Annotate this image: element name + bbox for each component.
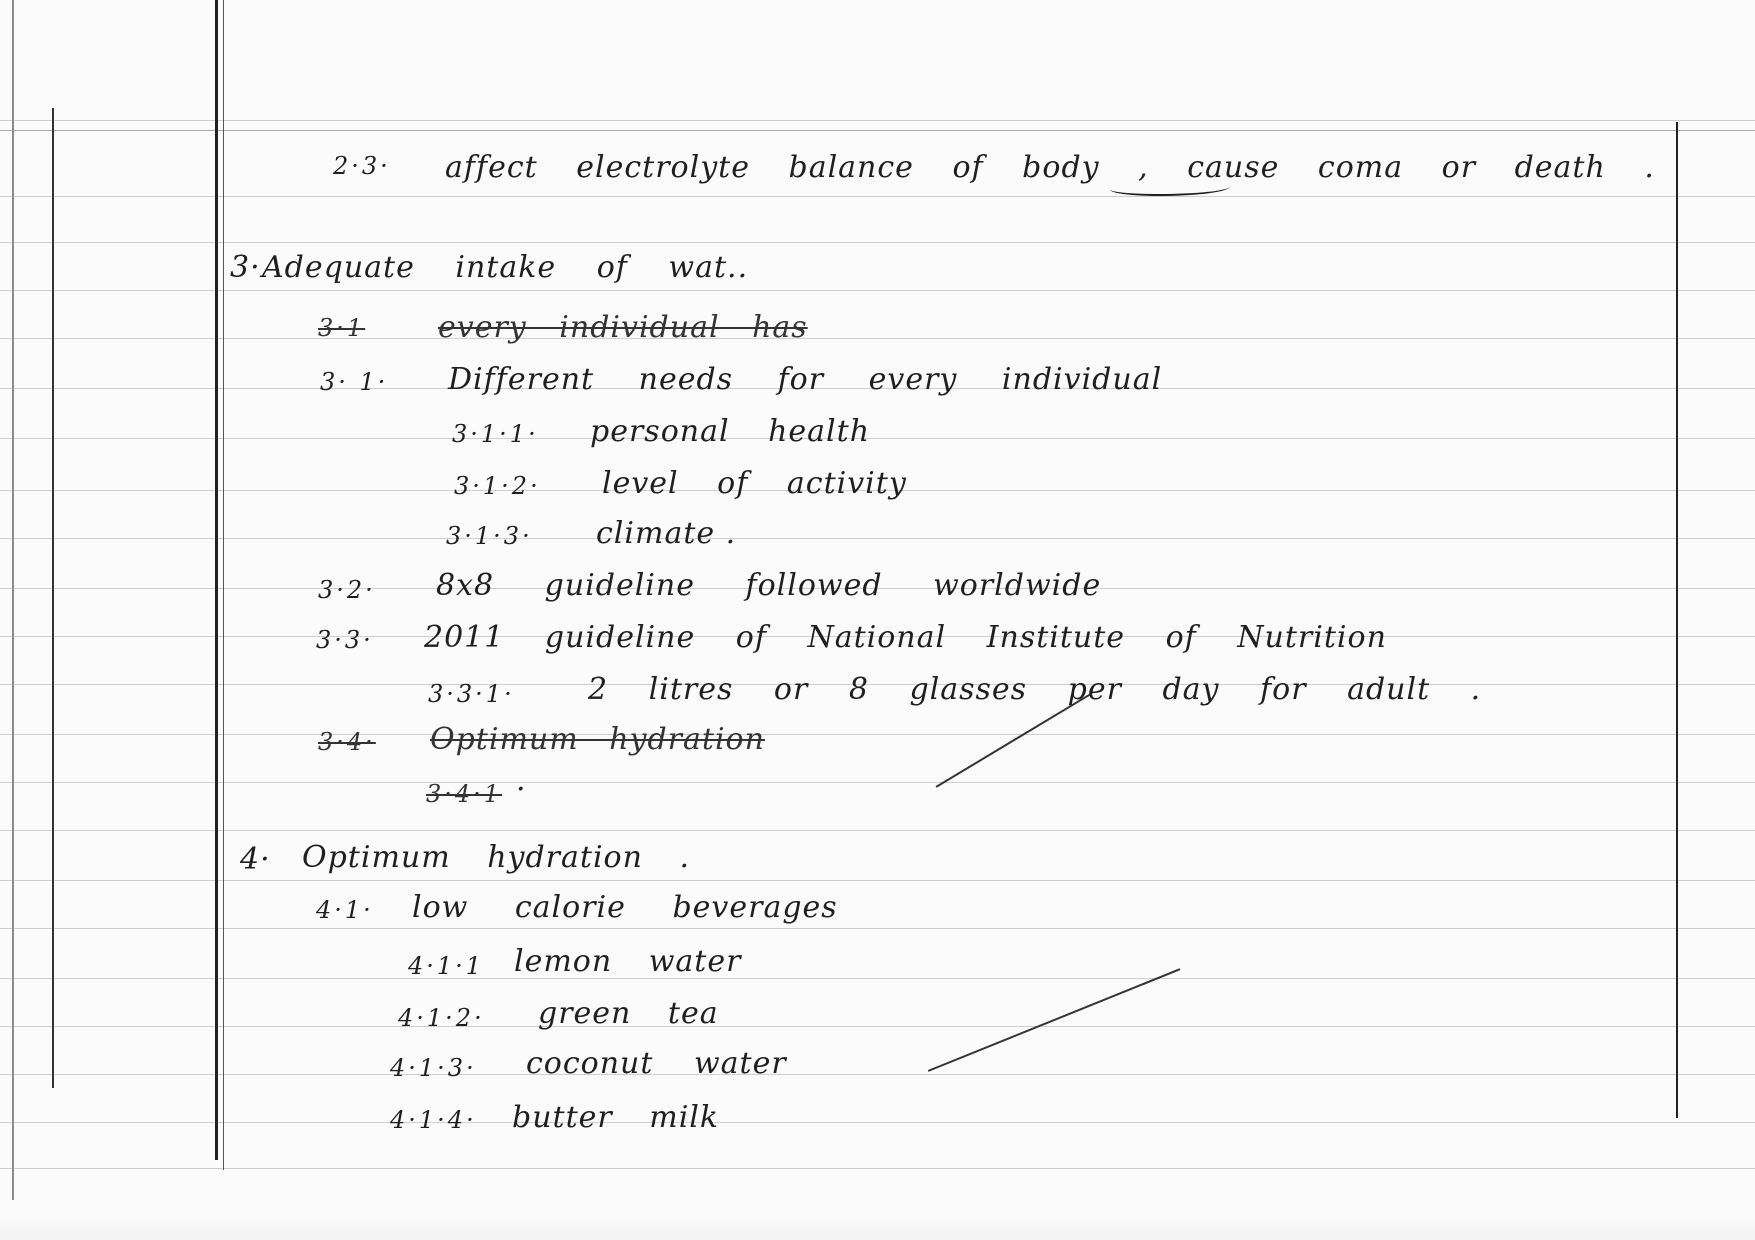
line-text: butter milk — [512, 1100, 720, 1135]
ruled-line — [0, 1026, 1755, 1027]
ruled-line — [0, 120, 1755, 121]
margin-line — [215, 0, 218, 1160]
line-text: Different needs for every individual — [448, 362, 1163, 397]
line-num: 3·1·1· — [452, 420, 539, 448]
line-text: affect electrolyte balance of body , cause coma or death . — [445, 150, 1655, 185]
ruled-line — [0, 830, 1755, 831]
line-num: 2·3· — [333, 152, 391, 180]
ruled-line — [0, 928, 1755, 929]
ruled-line — [0, 1122, 1755, 1123]
struck-text: every individual has — [438, 310, 808, 345]
line-num: 4·1· — [316, 896, 374, 924]
line-num: 4·1·4· — [390, 1106, 477, 1134]
line-text: level of activity — [602, 466, 907, 501]
section-heading: Adequate intake of wat.. — [262, 250, 749, 285]
line-num: 4·1·3· — [390, 1054, 477, 1082]
ruled-line — [0, 1168, 1755, 1169]
ruled-line — [0, 734, 1755, 735]
ruled-line — [0, 130, 1755, 131]
line-text: personal health — [590, 414, 871, 449]
line-num: 4·1·2· — [398, 1004, 485, 1032]
checker-tick-mark — [928, 968, 1181, 1072]
line-num: 4·1·1 — [408, 952, 485, 980]
ruled-line — [0, 538, 1755, 539]
left-margin-line — [52, 108, 54, 1088]
ruled-line — [0, 438, 1755, 439]
line-num: 3·2· — [318, 576, 376, 604]
ruled-line — [0, 242, 1755, 243]
line-num: 3·3·1· — [428, 680, 515, 708]
struck-num: 3·1 — [318, 314, 366, 342]
ruled-line — [0, 290, 1755, 291]
line-text: coconut water — [526, 1046, 787, 1081]
right-margin-line — [1676, 122, 1678, 1118]
line-text: climate . — [596, 516, 737, 551]
line-text: 8x8 guideline followed worldwide — [436, 568, 1102, 603]
line-num: 3·1·3· — [446, 522, 533, 550]
margin-line-secondary — [223, 0, 224, 1170]
page-edge-line — [12, 0, 14, 1200]
ruled-line — [0, 196, 1755, 197]
ruled-line — [0, 782, 1755, 783]
line-text: 2011 guideline of National Institute of Nutrition — [424, 620, 1387, 655]
line-text: 2 litres or 8 glasses per day for adult . — [588, 672, 1482, 707]
line-text: lemon water — [514, 944, 742, 979]
ruled-line — [0, 978, 1755, 979]
ruled-line — [0, 1074, 1755, 1075]
line-text: green tea — [538, 996, 719, 1031]
scan-edge — [0, 1212, 1755, 1240]
line-num: 3· — [230, 250, 261, 285]
line-text: low calorie beverages — [412, 890, 838, 925]
line-text: · — [516, 772, 527, 807]
underline-mark — [1110, 180, 1230, 196]
section-heading: Optimum hydration . — [302, 840, 691, 875]
line-num: 3·3· — [316, 626, 374, 654]
struck-text: Optimum hydration — [430, 722, 765, 757]
ruled-line — [0, 880, 1755, 881]
ruled-line — [0, 338, 1755, 339]
line-num: 4· — [240, 842, 271, 877]
struck-num: 3·4· — [318, 728, 376, 756]
checker-tick-mark — [935, 693, 1090, 787]
line-num: 3· 1· — [320, 368, 389, 396]
struck-num: 3·4·1 — [426, 780, 503, 808]
line-num: 3·1·2· — [454, 472, 541, 500]
